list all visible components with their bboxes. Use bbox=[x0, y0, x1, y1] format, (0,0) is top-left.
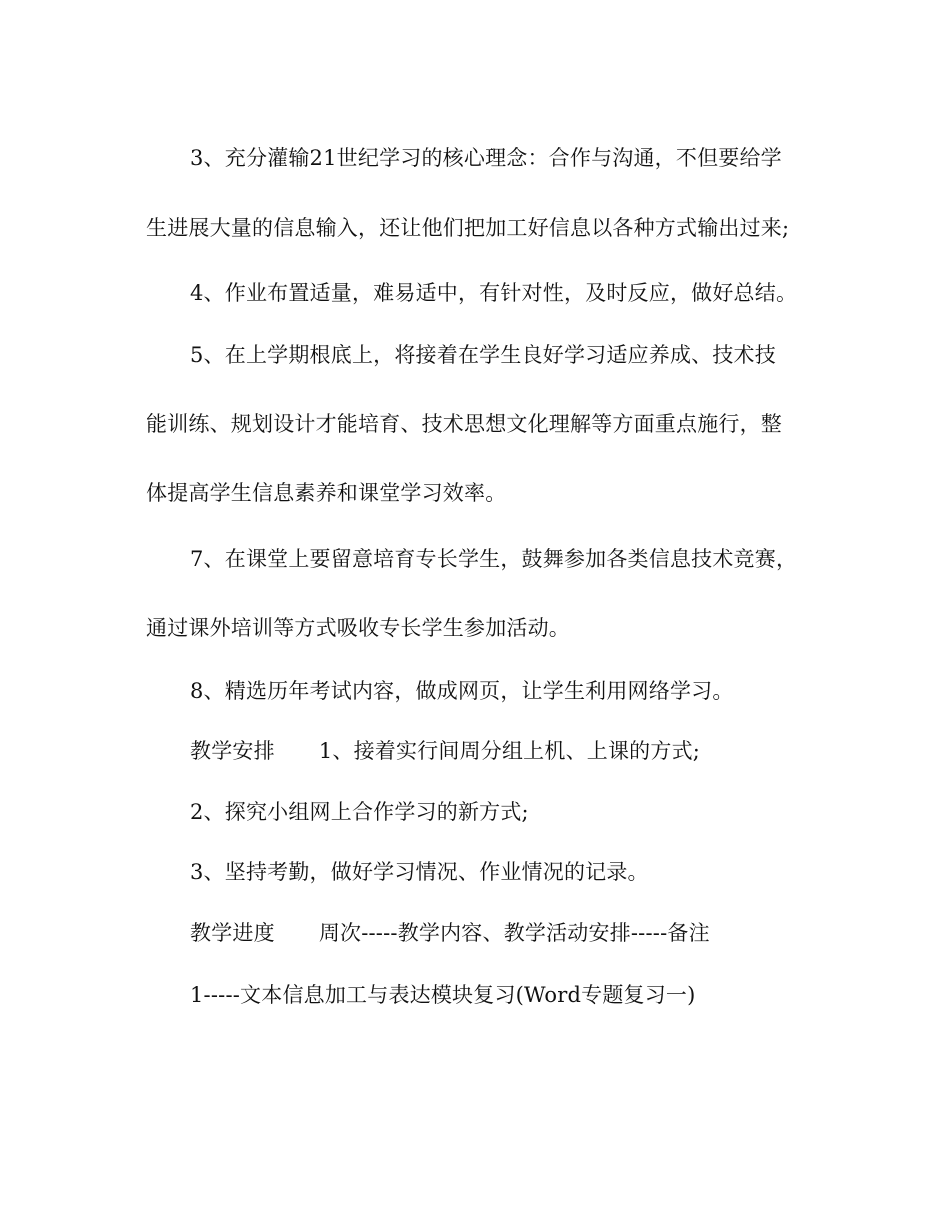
progress-heading: 教学进度 bbox=[190, 921, 275, 945]
paragraph-3-line-2: 生进展大量的信息输入，还让他们把加工好信息以各种方式输出过来; bbox=[146, 216, 790, 240]
paragraph-7-line-2: 通过课外培训等方式吸收专长学生参加活动。 bbox=[146, 616, 570, 640]
arrangement-item-1: 1、接着实行间周分组上机、上课的方式; bbox=[318, 739, 701, 763]
arrangement-line bbox=[190, 737, 700, 765]
paragraph-7-line-1: 7、在课堂上要留意培育专长学生，鼓舞参加各类信息技术竞赛， bbox=[190, 547, 798, 571]
arrangement-heading: 教学安排 bbox=[190, 739, 275, 763]
paragraph-5-line-2: 能训练、规划设计才能培育、技术思想文化理解等方面重点施行，整 bbox=[146, 412, 782, 436]
paragraph-8: 8、精选历年考试内容，做成网页，让学生利用网络学习。 bbox=[190, 679, 734, 703]
paragraph-5-line-3: 体提高学生信息素养和课堂学习效率。 bbox=[146, 481, 507, 505]
paragraph-4: 4、作业布置适量，难易适中，有针对性，及时反应，做好总结。 bbox=[190, 281, 798, 305]
paragraph-5-line-1: 5、在上学期根底上，将接着在学生良好学习适应养成、技术技 bbox=[190, 343, 776, 367]
paragraph-3-line-1: 3、充分灌输21世纪学习的核心理念：合作与沟通，不但要给学 bbox=[190, 146, 782, 170]
progress-line bbox=[190, 919, 710, 947]
progress-columns: 周次-----教学内容、教学活动安排-----备注 bbox=[318, 921, 710, 945]
arrangement-item-2: 2、探究小组网上合作学习的新方式; bbox=[190, 800, 529, 824]
arrangement-item-3: 3、坚持考勤，做好学习情况、作业情况的记录。 bbox=[190, 860, 649, 884]
progress-row-1: 1-----文本信息加工与表达模块复习(Word专题复习一) bbox=[190, 983, 696, 1007]
